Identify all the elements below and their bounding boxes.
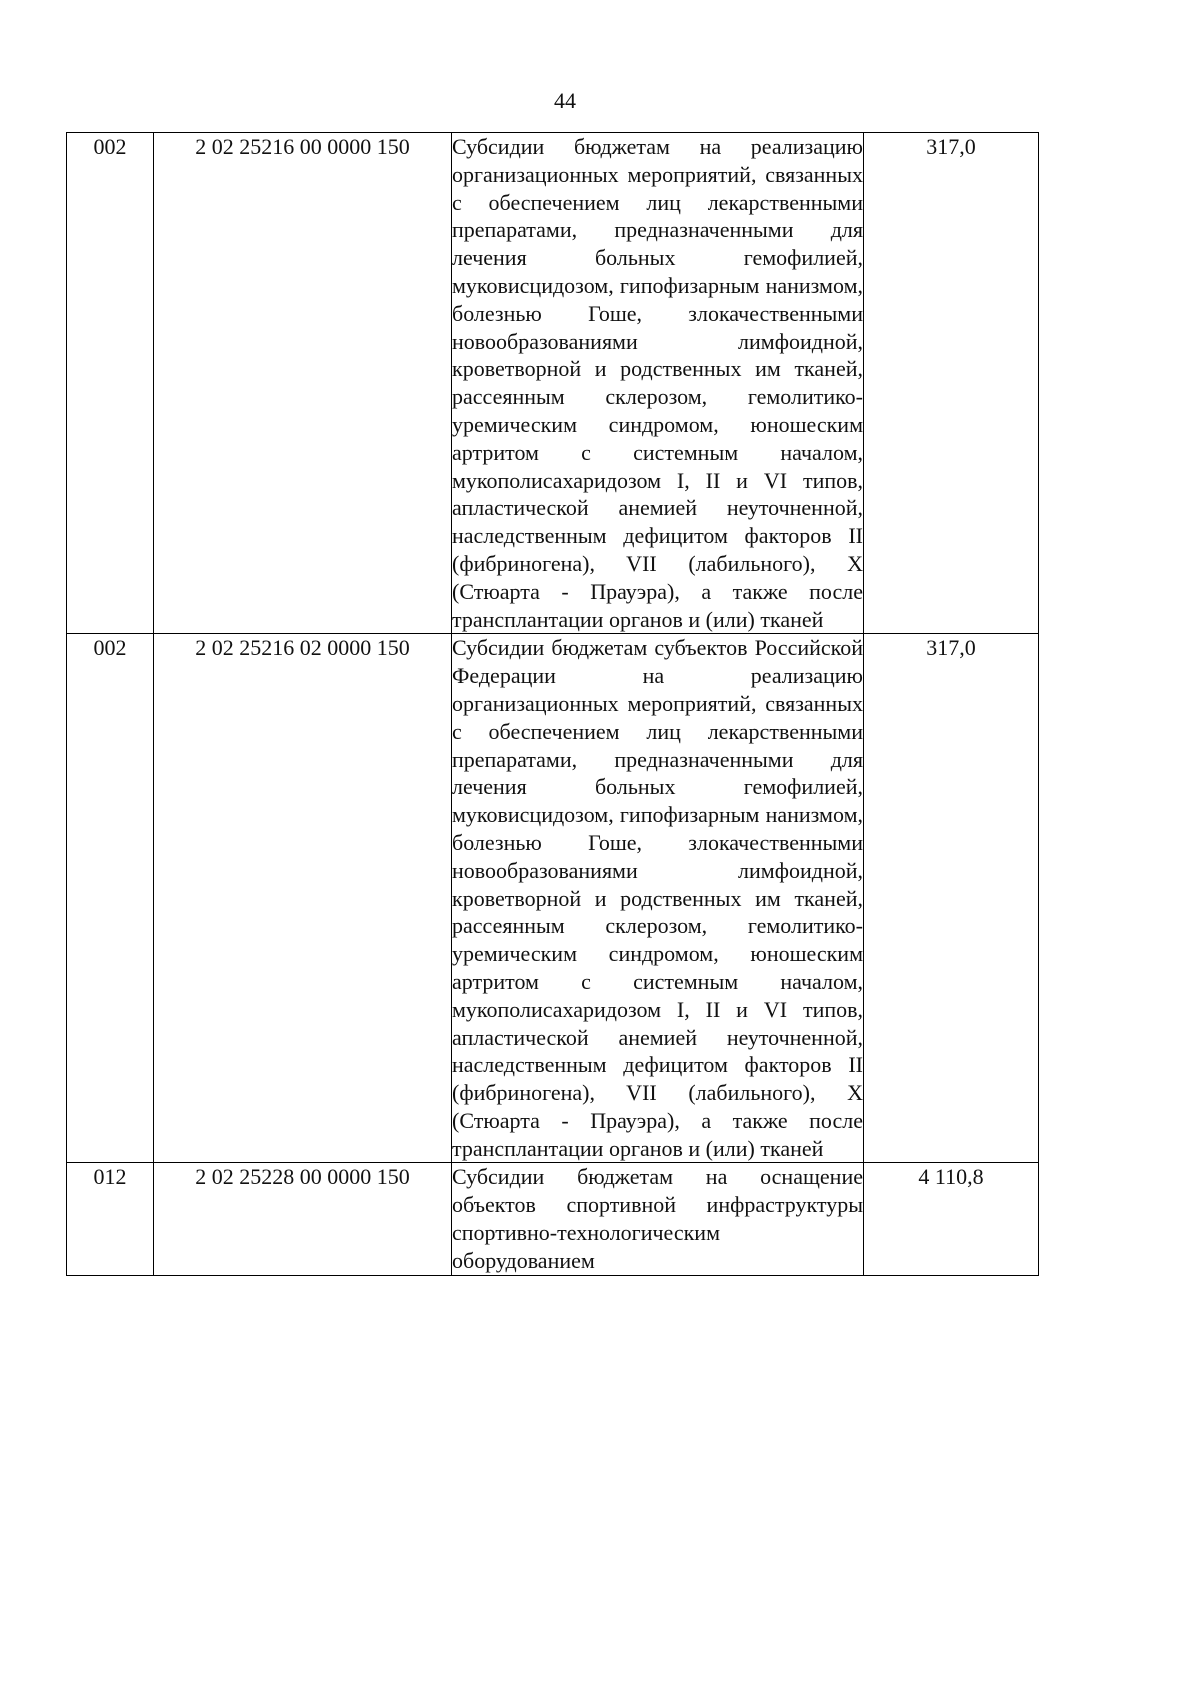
table-row [67, 634, 1039, 1163]
budget-code-cell: 2 02 25228 00 0000 150 [154, 1163, 452, 1275]
amount-cell: 317,0 [864, 634, 1039, 1163]
description-cell: Субсидии бюджетам на реализацию организационных мероприятий, связанных с обеспечением лиц лекарственными препаратами, предназначенными для лечения больных гемофилией, муковисцидозом, гипофизарным нанизмом, болезнью Гоше, злокачественными новообразованиями лимфоидной, кроветворной и родственных им тканей, рассеянным склерозом, гемолитико-уремическим синдромом, юношеским артритом с системным началом, мукополисахаридозом I, II и VI типов, апластической анемией неуточненной, наследственным дефицитом факторов II (фибриногена), VII (лабильного), X (Стюарта - Прауэра), а также после трансплантации органов и (или) тканей [452, 133, 864, 634]
admin-code-cell: 012 [67, 1163, 154, 1275]
amount-cell: 4 110,8 [864, 1163, 1039, 1275]
table-row [67, 133, 1039, 634]
page-number: 44 [554, 88, 576, 113]
description-cell: Субсидии бюджетам на оснащение объектов спортивной инфраструктуры спортивно-технологическим оборудованием [452, 1163, 864, 1275]
budget-code-cell: 2 02 25216 02 0000 150 [154, 634, 452, 1163]
description-cell: Субсидии бюджетам субъектов Российской Федерации на реализацию организационных мероприятий, связанных с обеспечением лиц лекарственными препаратами, предназначенными для лечения больных гемофилией, муковисцидозом, гипофизарным нанизмом, болезнью Гоше, злокачественными новообразованиями лимфоидной, кроветворной и родственных им тканей, рассеянным склерозом, гемолитико-уремическим синдромом, юношеским артритом с системным началом, мукополисахаридозом I, II и VI типов, апластической анемией неуточненной, наследственным дефицитом факторов II (фибриногена), VII (лабильного), X (Стюарта - Прауэра), а также после трансплантации органов и (или) тканей [452, 634, 864, 1163]
amount-cell: 317,0 [864, 133, 1039, 634]
table-row [67, 1163, 1039, 1275]
budget-code-cell: 2 02 25216 00 0000 150 [154, 133, 452, 634]
budget-revenue-table [66, 132, 1039, 1276]
admin-code-cell: 002 [67, 133, 154, 634]
admin-code-cell: 002 [67, 634, 154, 1163]
